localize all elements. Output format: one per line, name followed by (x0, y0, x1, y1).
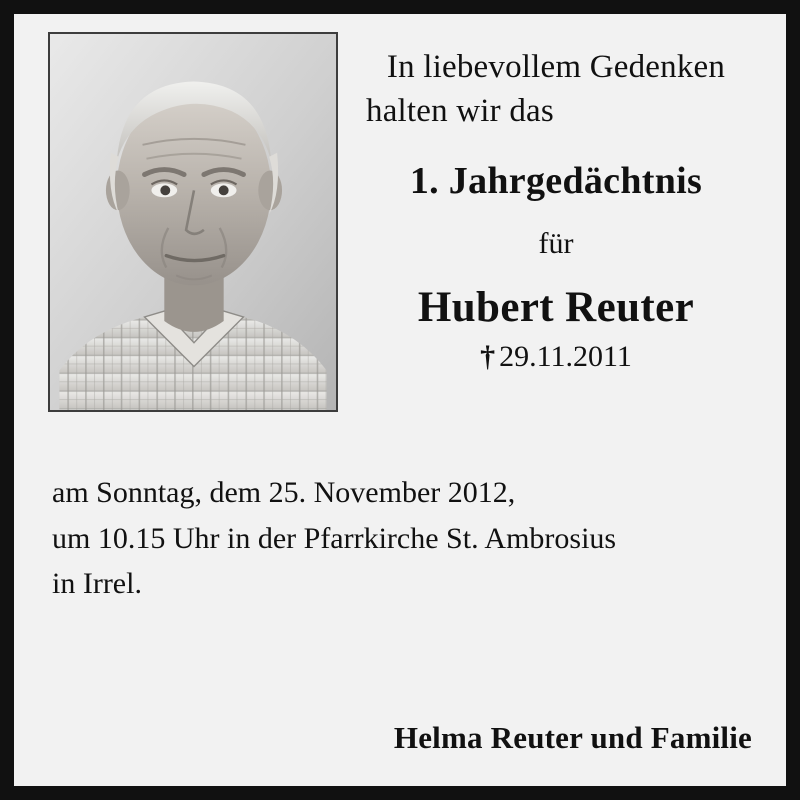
portrait-photo-graphic (50, 34, 336, 410)
deceased-name: Hubert Reuter (417, 284, 695, 332)
service-details (48, 470, 752, 607)
preposition-label: für (538, 227, 574, 261)
death-date-line (360, 340, 752, 374)
intro-line-1: In liebevollem Gedenken (386, 49, 726, 85)
service-line-2: um 10.15 Uhr in der Pfarrkirche St. Ambrosius (52, 521, 617, 555)
portrait-photo (48, 32, 338, 412)
signature-line: Helma Reuter und Familie (393, 720, 752, 755)
headline-block (360, 32, 752, 374)
intro-text (360, 46, 752, 133)
occasion-title: 1. Jahrgedächtnis (409, 160, 703, 203)
intro-line-2: halten wir das (366, 92, 554, 129)
cross-icon: † (480, 340, 496, 374)
service-line-1: am Sonntag, dem 25. November 2012, (52, 476, 516, 509)
notice-header-area (48, 32, 752, 412)
service-line-3: in Irrel. (52, 567, 142, 601)
death-date-value: 29.11.2011 (499, 340, 632, 374)
